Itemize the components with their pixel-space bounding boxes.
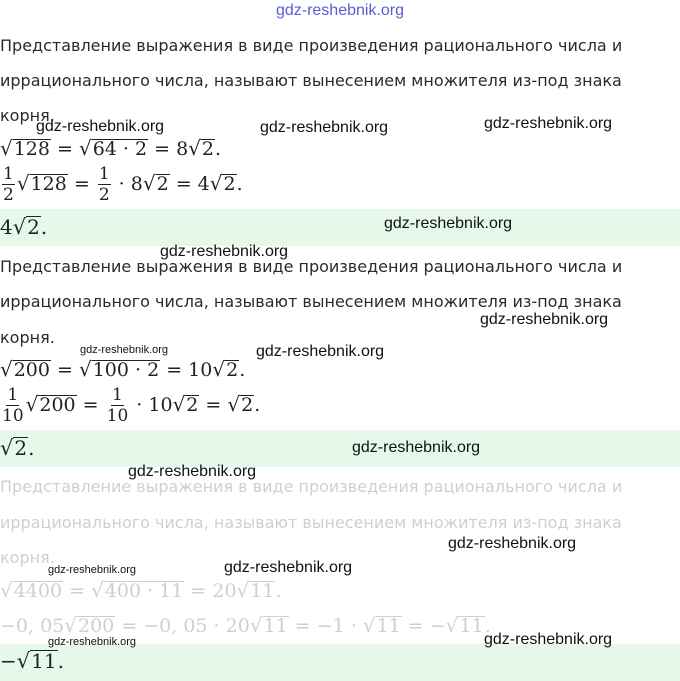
watermark: gdz-reshebnik.org (128, 463, 257, 480)
math-step: √4400 = √400 · 11 = 20√11. (0, 578, 282, 602)
paragraph-line: Представление выражения в виде произведения рационального числа и (0, 36, 623, 55)
watermark: gdz-reshebnik.org (160, 243, 289, 260)
watermark: gdz-reshebnik.org (480, 311, 609, 328)
watermark: gdz-reshebnik.org (484, 115, 613, 132)
watermark: gdz-reshebnik.org (260, 119, 389, 136)
header-watermark[interactable]: gdz-reshebnik.org (275, 2, 405, 19)
paragraph-line: корня. (0, 328, 55, 347)
math-step: $\frac{1}{2}$ √128 = $\frac{1}{2}$ · 8√2 = 4√2. (3, 164, 243, 205)
watermark: gdz-reshebnik.org (448, 535, 577, 552)
answer-box (0, 430, 680, 467)
watermark: gdz-reshebnik.org (352, 439, 481, 456)
watermark: gdz-reshebnik.org (48, 636, 137, 648)
watermark: gdz-reshebnik.org (256, 343, 385, 360)
watermark: gdz-reshebnik.org (224, 559, 353, 576)
watermark: gdz-reshebnik.org (80, 344, 169, 356)
paragraph-line: иррационального числа, называют вынесением множителя из-под знака (0, 513, 622, 532)
watermark: gdz-reshebnik.org (384, 215, 513, 232)
watermark: gdz-reshebnik.org (484, 631, 613, 648)
math-step: $\frac{1}{10}$ √200 = $\frac{1}{10}$ · 10√2 = √2. (2, 385, 261, 426)
answer-box (0, 209, 680, 246)
math-step: √200 = √100 · 2 = 10√2. (0, 357, 246, 381)
math-step: −0, 05√200 = −0, 05 · 20√11 = −1 · √11 = −√11. (0, 613, 491, 637)
answer-value: √2. (0, 436, 35, 460)
paragraph-line: корня. (0, 548, 55, 567)
watermark: gdz-reshebnik.org (48, 564, 137, 576)
paragraph-line: корня. (0, 106, 55, 125)
math-step: √128 = √64 · 2 = 8√2. (0, 136, 222, 160)
paragraph-line: иррационального числа, называют вынесением множителя из-под знака (0, 292, 622, 311)
answer-box (0, 644, 680, 681)
watermark: gdz-reshebnik.org (36, 118, 165, 135)
paragraph-line: иррационального числа, называют вынесением множителя из-под знака (0, 71, 622, 90)
paragraph-line: Представление выражения в виде произведения рационального числа и (0, 477, 623, 496)
answer-value: 4√2. (0, 215, 48, 239)
answer-value: −√11. (0, 649, 64, 673)
paragraph-line: Представление выражения в виде произведения рационального числа и (0, 257, 623, 276)
